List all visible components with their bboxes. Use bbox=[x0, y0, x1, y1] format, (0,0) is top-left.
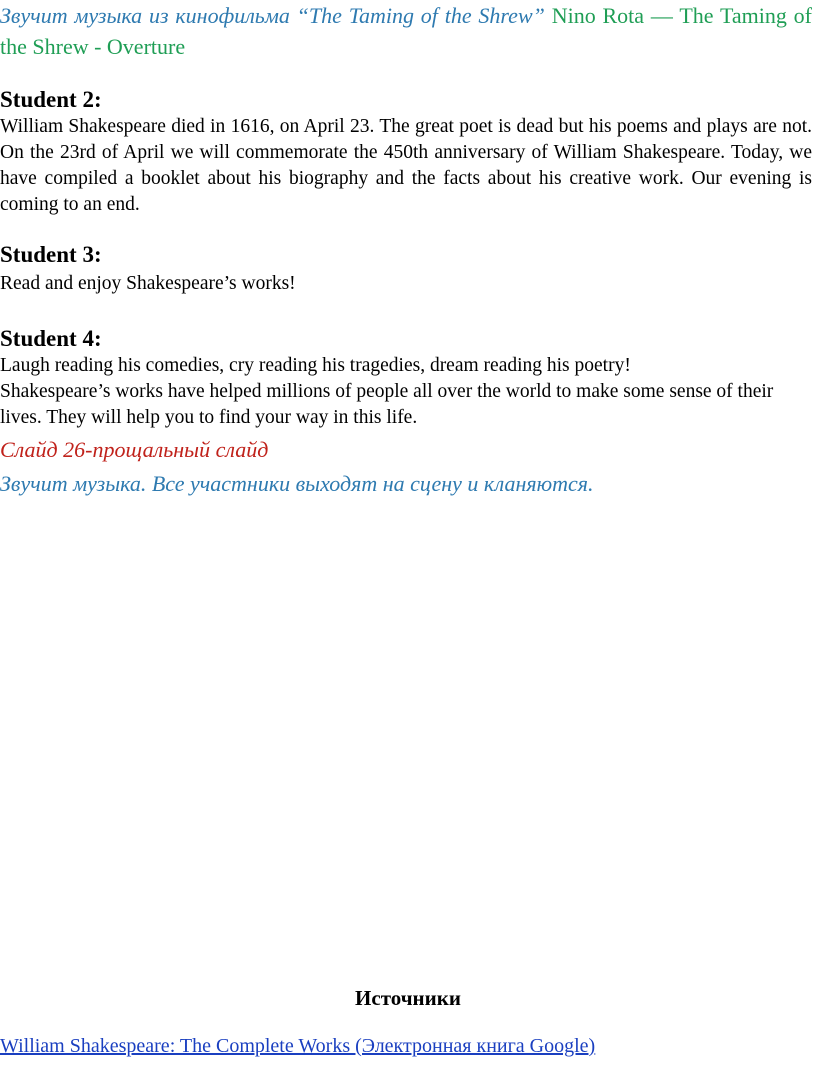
source-link[interactable]: William Shakespeare: The Complete Works (Электронная книга Google) bbox=[0, 1035, 596, 1057]
intro-music-note bbox=[0, 0, 812, 62]
slide-cue: Слайд 26-прощальный слайд bbox=[0, 437, 269, 462]
student-4-text-line-1: Laugh reading his comedies, cry reading his tragedies, dream reading his poetry! bbox=[0, 355, 631, 376]
sources-title: Источники bbox=[355, 986, 461, 1010]
student-4-heading: Student 4: bbox=[0, 326, 102, 351]
student-3-heading: Student 3: bbox=[0, 242, 102, 267]
student-4-text-line-2: Shakespeare’s works have helped millions of people all over the world to make some sense of their lives. They will help you to find your way in this life. bbox=[0, 381, 774, 428]
student-3-text: Read and enjoy Shakespeare’s works! bbox=[0, 273, 296, 294]
closing-stage-direction: Звучит музыка. Все участники выходят на сцену и кланяются. bbox=[0, 471, 594, 496]
student-2-heading: Student 2: bbox=[0, 87, 102, 112]
music-cue-text: Звучит музыка из кинофильма “The Taming of the Shrew” bbox=[0, 3, 545, 28]
track-title: Nino Rota — The Taming of the Shrew - Overture bbox=[0, 3, 812, 59]
student-2-text: William Shakespeare died in 1616, on April 23. The great poet is dead but his poems and plays are not. On the 23rd of April we will commemorate the 450th anniversary of William Shakespeare. Today, we have compiled a booklet about his biography and the facts about his creative work. Our evening is coming to an end. bbox=[0, 116, 812, 215]
